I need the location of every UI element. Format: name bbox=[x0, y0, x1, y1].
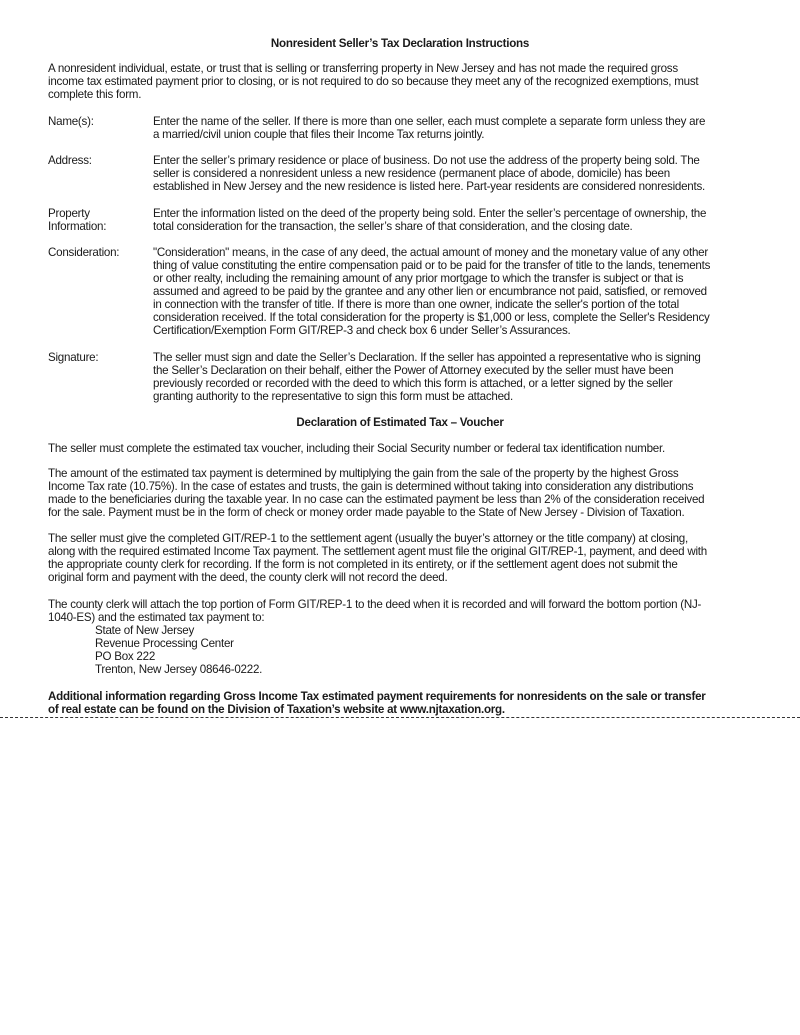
field-desc-address bbox=[153, 154, 705, 193]
text-line: for the sale. Payment must be in the form of check or money order made payable to the State of New Jersey - Division of Taxation. bbox=[48, 506, 685, 519]
field-desc-consideration bbox=[153, 246, 710, 337]
text-line: assumed and agreed to be paid by the grantee and any other lien or encumbrance not paid, satisfied, or removed bbox=[153, 285, 707, 298]
text-line: seller is considered a nonresident unless a new residence (permanent place of abode, domicile) has been bbox=[153, 167, 670, 180]
text-line: along with the required estimated Income Tax payment. The settlement agent must file the original GIT/REP-1, payment, and deed with bbox=[48, 545, 707, 558]
text-line: Certification/Exemption Form GIT/REP-3 and check box 6 under Seller’s Assurances. bbox=[153, 324, 571, 337]
text-line: made to the beneficiaries during the taxable year. In no case can the estimated payment be less than 2% of the consideration received bbox=[48, 493, 705, 506]
text-line: in connection with the transfer of title. If there is more than one owner, indicate the seller's portion of the total bbox=[153, 298, 679, 311]
field-label-consideration bbox=[48, 246, 119, 259]
additional-info bbox=[48, 690, 706, 716]
text-line: previously recorded or recorded with the deed to which this form is attached, or a letter signed by the seller bbox=[153, 377, 673, 390]
label-line: Address: bbox=[48, 154, 92, 167]
voucher-paragraph bbox=[48, 598, 701, 624]
text-line: Income Tax rate (10.75%). In the case of estates and trusts, the gain is determined without taking into consideration any distributions bbox=[48, 480, 694, 493]
voucher-paragraph bbox=[48, 532, 707, 584]
text-line: complete this form. bbox=[48, 88, 142, 101]
label-line: Signature: bbox=[48, 351, 99, 364]
text-line: thing of value constituting the entire compensation paid or to be paid for the transfer of title to the lands, tenements bbox=[153, 259, 711, 272]
label-line: Consideration: bbox=[48, 246, 120, 259]
text-line: the Seller’s Declaration on their behalf, either the Power of Attorney executed by the seller must have been bbox=[153, 364, 674, 377]
field-desc-names bbox=[153, 115, 705, 141]
label-line: Information: bbox=[48, 220, 107, 233]
address-line: State of New Jersey bbox=[95, 624, 194, 637]
text-line: consideration received. If the total consideration for the property is $1,000 or less, complete the Seller's Residency bbox=[153, 311, 710, 324]
cut-line-divider bbox=[0, 717, 800, 718]
text-line: established in New Jersey and the new residence is listed here. Part-year residents are considered nonresidents. bbox=[153, 180, 705, 193]
text-line: Enter the information listed on the deed of the property being sold. Enter the seller’s percentage of ownership, the bbox=[153, 207, 707, 220]
field-desc-property-information bbox=[153, 207, 706, 233]
text-line: "Consideration" means, in the case of any deed, the actual amount of money and the monetary value of any other bbox=[153, 246, 708, 259]
address-line: Revenue Processing Center bbox=[95, 637, 234, 650]
text-line: A nonresident individual, estate, or trust that is selling or transferring property in New Jersey and has not made the required gross bbox=[48, 62, 678, 75]
text-line: granting authority to the representative to sign this form must be attached. bbox=[153, 390, 513, 403]
text-line: of real estate can be found on the Division of Taxation’s website at www.njtaxation.org. bbox=[48, 703, 505, 716]
text-line: a married/civil union couple that files their Income Tax returns jointly. bbox=[153, 128, 485, 141]
text-line: or other realty, including the remaining amount of any prior mortgage to which the transfer is subject or that is bbox=[153, 272, 684, 285]
address-line: PO Box 222 bbox=[95, 650, 156, 663]
mailing-address bbox=[95, 624, 262, 676]
field-label-signature bbox=[48, 351, 98, 364]
text-line: The seller must give the completed GIT/REP-1 to the settlement agent (usually the buyer’s attorney or the title company) at closing, bbox=[48, 532, 688, 545]
intro-paragraph bbox=[48, 62, 698, 101]
voucher-paragraph bbox=[48, 467, 704, 519]
text-line: The seller must complete the estimated tax voucher, including their Social Security number or federal tax identification number. bbox=[48, 442, 665, 455]
text-line: The county clerk will attach the top portion of Form GIT/REP-1 to the deed when it is recorded and will forward the bottom portion (NJ- bbox=[48, 598, 702, 611]
text-line: Enter the seller’s primary residence or place of business. Do not use the address of the property being sold. The bbox=[153, 154, 700, 167]
text-line: Enter the name of the seller. If there is more than one seller, each must complete a separate form unless they are bbox=[153, 115, 706, 128]
text-line: The seller must sign and date the Seller’s Declaration. If the seller has appointed a representative who is signing bbox=[153, 351, 701, 364]
text-line: total consideration for the transaction, the seller’s share of that consideration, and the closing date. bbox=[153, 220, 633, 233]
text-line: Additional information regarding Gross Income Tax estimated payment requirements for nonresidents on the sale or transfer bbox=[48, 690, 706, 703]
field-desc-signature bbox=[153, 351, 701, 403]
address-line: Trenton, New Jersey 08646-0222. bbox=[95, 663, 263, 676]
text-line: the appropriate county clerk for recording. If the form is not completed in its entirety, or if the settlement agent does not submit the bbox=[48, 558, 678, 571]
voucher-heading: Declaration of Estimated Tax – Voucher bbox=[296, 416, 504, 429]
text-line: original form and payment with the deed, the county clerk will not record the deed. bbox=[48, 571, 448, 584]
text-line: The amount of the estimated tax payment is determined by multiplying the gain from the sale of the property by the highest Gross bbox=[48, 467, 679, 480]
label-line: Name(s): bbox=[48, 115, 94, 128]
voucher-paragraph bbox=[48, 442, 665, 455]
text-line: income tax estimated payment prior to closing, or is not required to do so because they meet any of the recognized exemptions, must bbox=[48, 75, 699, 88]
field-label-property-information bbox=[48, 207, 106, 233]
page-title: Nonresident Seller’s Tax Declaration Instructions bbox=[270, 37, 530, 50]
label-line: Property bbox=[48, 207, 90, 220]
text-line: 1040-ES) and the estimated tax payment to: bbox=[48, 611, 265, 624]
field-label-names bbox=[48, 115, 94, 128]
field-label-address bbox=[48, 154, 92, 167]
